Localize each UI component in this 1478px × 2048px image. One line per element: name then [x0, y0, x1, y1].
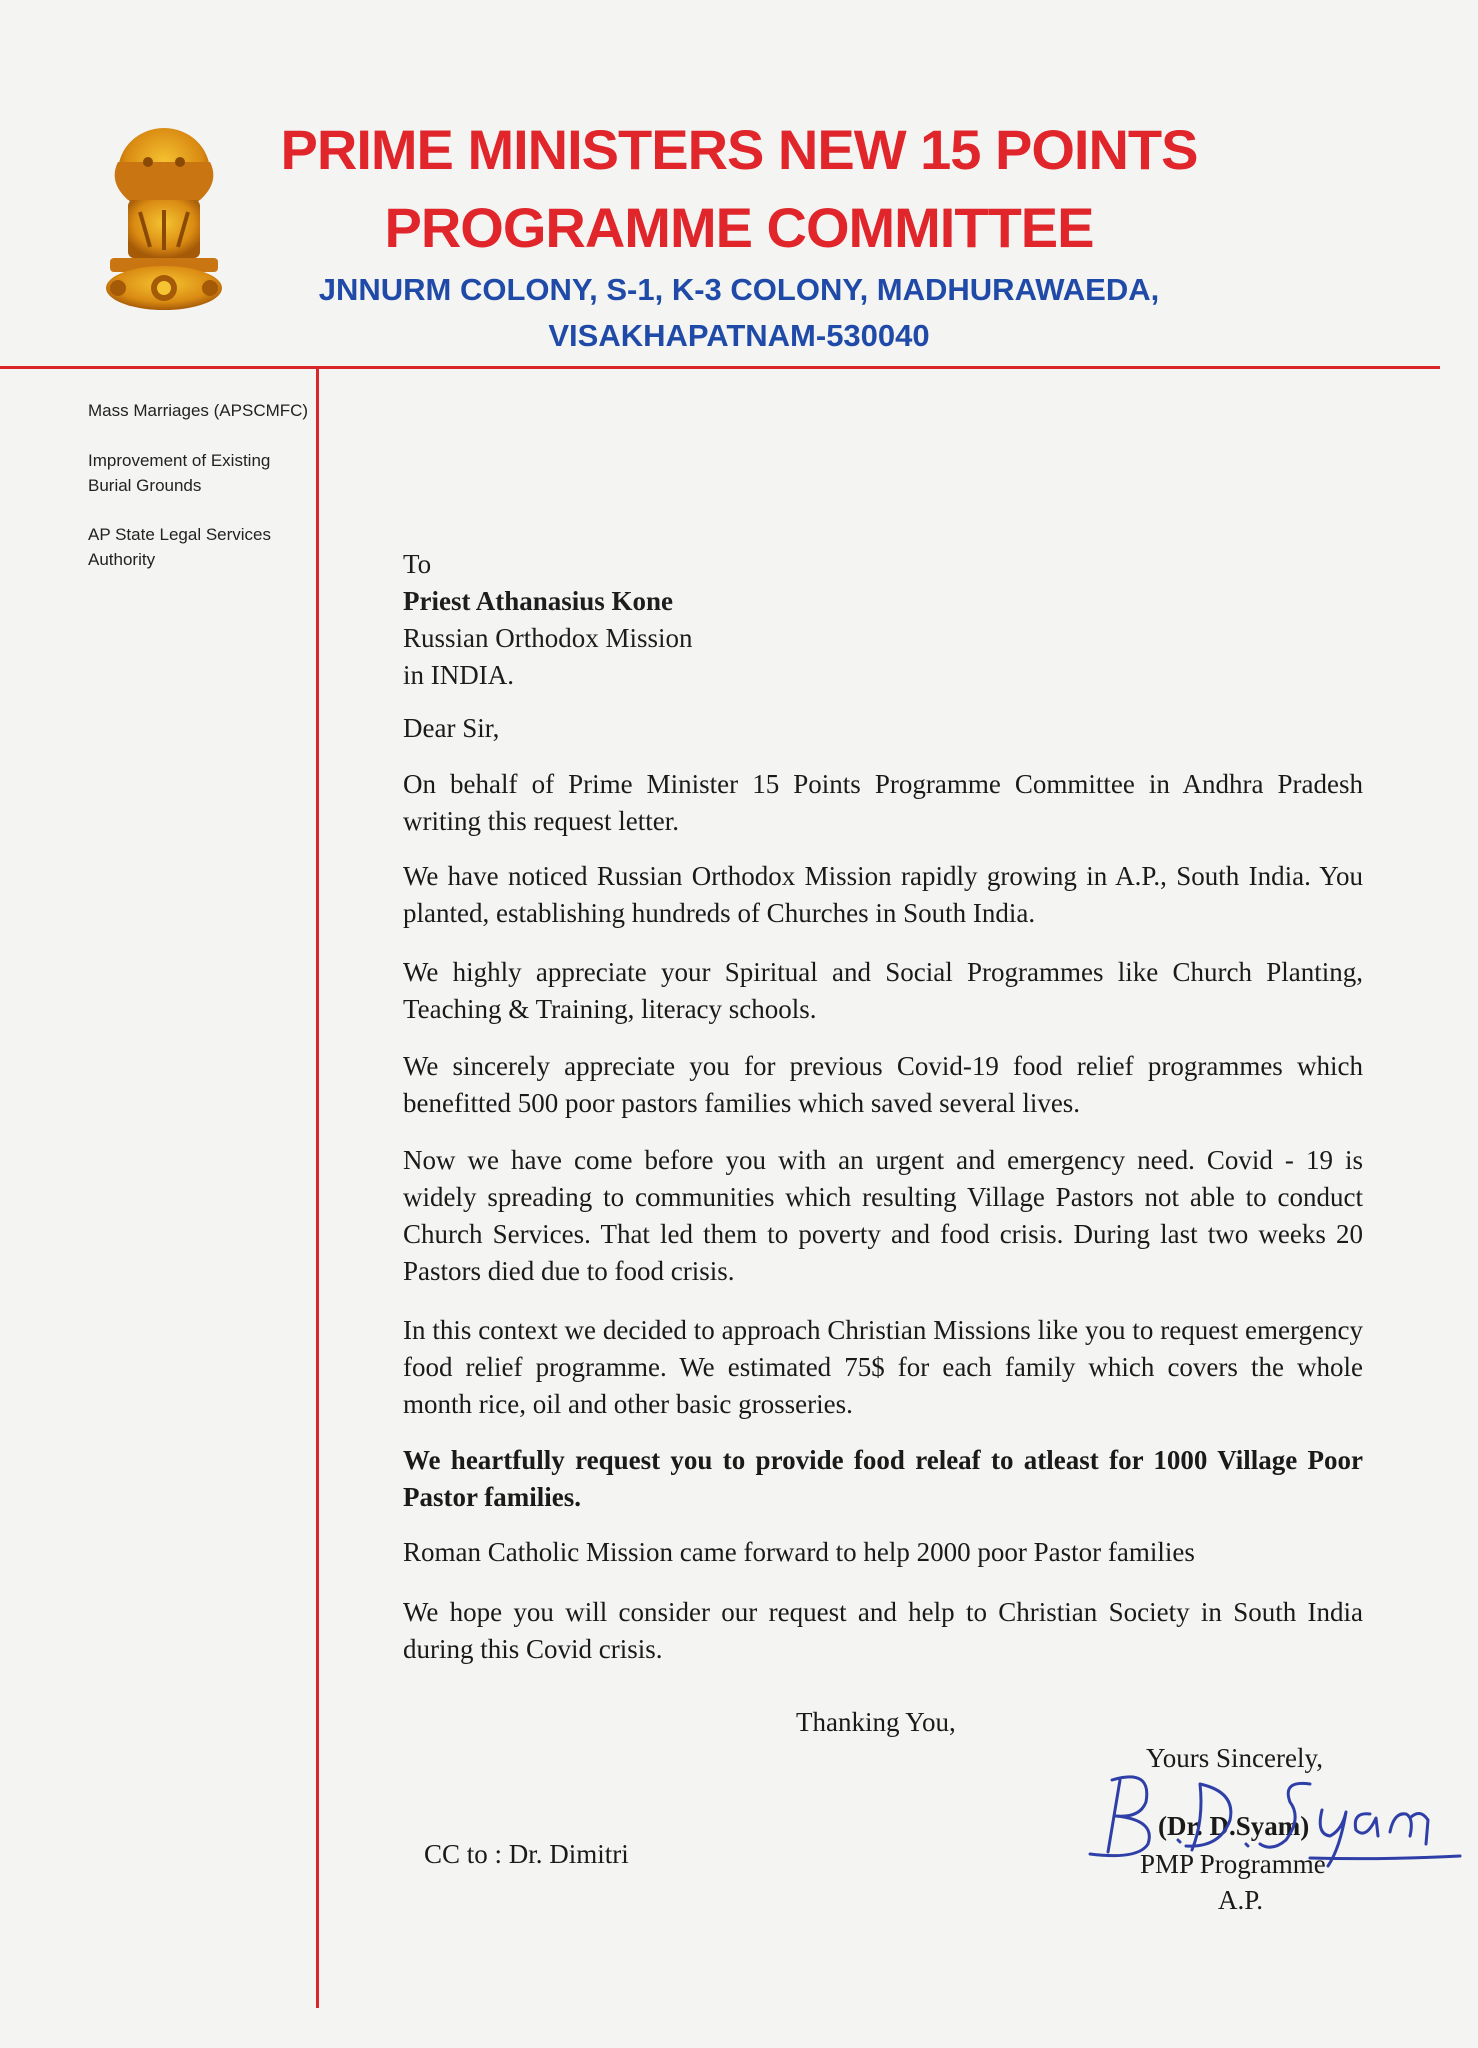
- closing-line: Yours Sincerely,: [1146, 1743, 1324, 1773]
- recipient-block: [403, 546, 1363, 694]
- thanks-line: Thanking You,: [796, 1707, 956, 1737]
- salutation: Dear Sir,: [403, 713, 500, 743]
- to-label: To: [403, 549, 432, 579]
- paragraph-8: Roman Catholic Mission came forward to help 2000 poor Pastor families: [403, 1537, 1195, 1567]
- sidebar-item-burial-grounds: [88, 448, 318, 498]
- letterhead-title-line2: PROGRAMME COMMITTEE: [384, 196, 1094, 259]
- paragraph-7-request: We heartfully request you to provide food releaf to atleast for 1000 Village Poor Pastor families.: [403, 1445, 1363, 1512]
- sidebar-item-label: Burial Grounds: [88, 476, 202, 495]
- paragraph-4: We sincerely appreciate you for previous Covid-19 food relief programmes which benefitted 500 poor pastors families which saved several lives.: [403, 1051, 1363, 1118]
- cc-line: CC to : Dr. Dimitri: [424, 1839, 629, 1869]
- paragraph-9: We hope you will consider our request and help to Christian Society in South India during this Covid crisis.: [403, 1597, 1363, 1664]
- letterhead-address-line2: VISAKHAPATNAM-530040: [548, 318, 930, 353]
- paragraph-2: We have noticed Russian Orthodox Mission rapidly growing in A.P., South India. You planted, establishing hundreds of Churches in South India.: [403, 861, 1363, 928]
- recipient-organization: Russian Orthodox Mission: [403, 623, 693, 653]
- sidebar-divider: [316, 366, 319, 2008]
- paragraph-6: In this context we decided to approach Christian Missions like you to request emergency food relief programme. We estimated 75$ for each family which covers the whole month rice, oil and other basic grosseries.: [403, 1315, 1363, 1419]
- sidebar-item-mass-marriages: [88, 398, 318, 423]
- handwritten-signature: [1060, 1740, 1478, 1890]
- signer-name: (Dr. D.Syam): [1158, 1811, 1310, 1841]
- recipient-name: Priest Athanasius Kone: [403, 586, 674, 616]
- sidebar-item-label: Mass Marriages (APSCMFC): [88, 401, 309, 420]
- letterhead-title-line1: PRIME MINISTERS NEW 15 POINTS: [280, 118, 1198, 181]
- sidebar-item-legal-services: [88, 522, 318, 572]
- letterhead-address-line1: JNNURM COLONY, S-1, K-3 COLONY, MADHURAWAEDA,: [318, 272, 1160, 307]
- header-divider: [0, 366, 1440, 369]
- sidebar-item-label: Authority: [88, 550, 156, 569]
- paragraph-1: On behalf of Prime Minister 15 Points Programme Committee in Andhra Pradesh writing this request letter.: [403, 769, 1363, 836]
- signer-title: PMP Programme: [1140, 1849, 1326, 1879]
- sidebar-item-label: AP State Legal Services: [88, 525, 272, 544]
- paragraph-3: We highly appreciate your Spiritual and Social Programmes like Church Planting, Teaching & Training, literacy schools.: [403, 957, 1363, 1024]
- sidebar-item-label: Improvement of Existing: [88, 451, 271, 470]
- paragraph-5: Now we have come before you with an urgent and emergency need. Covid - 19 is widely spreading to communities which resulting Village Pastors not able to conduct Church Services. That led them to poverty and food crisis. During last two weeks 20 Pastors died due to food crisis.: [403, 1145, 1363, 1286]
- signer-state: A.P.: [1218, 1885, 1264, 1915]
- recipient-location: in INDIA.: [403, 660, 514, 690]
